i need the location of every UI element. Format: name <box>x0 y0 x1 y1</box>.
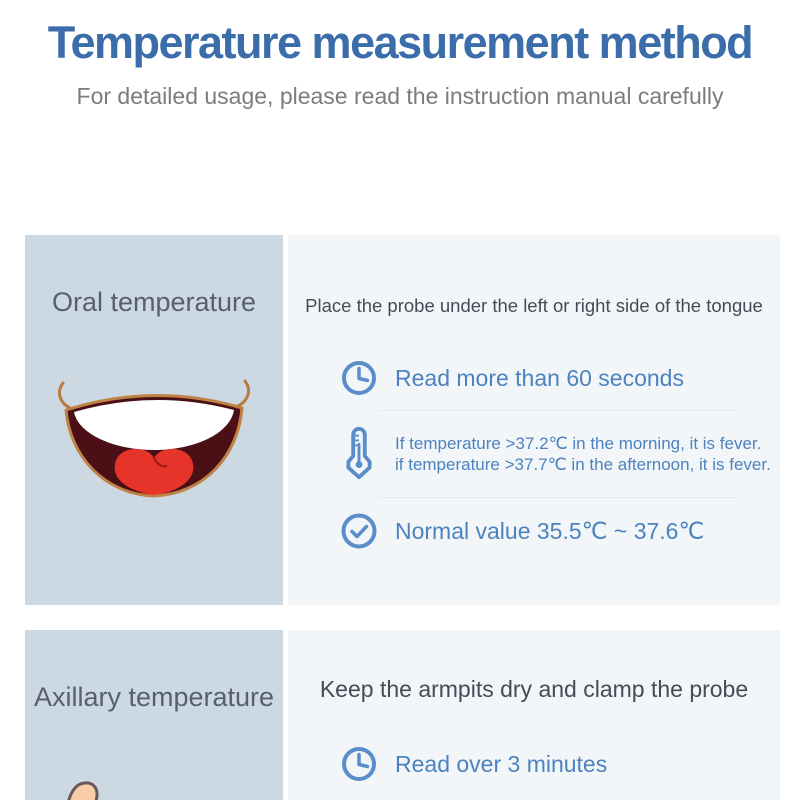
tip-text: Normal value 35.5℃ ~ 37.6℃ <box>395 517 705 544</box>
header <box>0 0 800 110</box>
fingers-icon <box>25 752 283 800</box>
clock-icon <box>340 360 378 396</box>
fingers-illustration <box>25 752 283 800</box>
fever-line-afternoon: if temperature >37.7℃ in the afternoon, it is fever. <box>395 455 771 474</box>
axillary-label: Axillary temperature <box>33 682 275 712</box>
section-oral-temperature <box>25 235 780 605</box>
mouth-icon <box>54 376 254 516</box>
oral-tips <box>288 351 780 559</box>
tip-read-time <box>340 351 780 405</box>
fever-line-morning: If temperature >37.2℃ in the morning, it is fever. <box>395 434 762 453</box>
tip-read-time <box>340 737 780 791</box>
oral-right-panel <box>288 235 780 605</box>
page-subtitle: For detailed usage, please read the instruction manual carefully <box>76 83 724 109</box>
section-axillary-temperature <box>25 630 780 800</box>
divider <box>379 410 737 411</box>
axillary-right-panel <box>288 630 780 800</box>
tip-fever-threshold <box>340 416 780 492</box>
tip-text <box>395 433 771 475</box>
oral-intro-text: Place the probe under the left or right side of the tongue <box>305 295 763 316</box>
tip-text: Read over 3 minutes <box>395 750 608 777</box>
tip-text: Read more than 60 seconds <box>395 364 684 391</box>
page-title: Temperature measurement method <box>47 17 753 68</box>
oral-left-panel <box>25 235 283 605</box>
check-circle-icon <box>340 512 378 550</box>
axillary-tips <box>288 737 780 791</box>
axillary-intro-text: Keep the armpits dry and clamp the probe <box>319 676 749 702</box>
clock-icon <box>340 746 378 782</box>
thermometer-icon <box>340 425 378 483</box>
axillary-left-panel <box>25 630 283 800</box>
oral-label: Oral temperature <box>51 287 257 317</box>
divider <box>379 497 737 498</box>
tip-normal-value <box>340 503 780 559</box>
smiling-mouth-illustration <box>54 376 254 516</box>
